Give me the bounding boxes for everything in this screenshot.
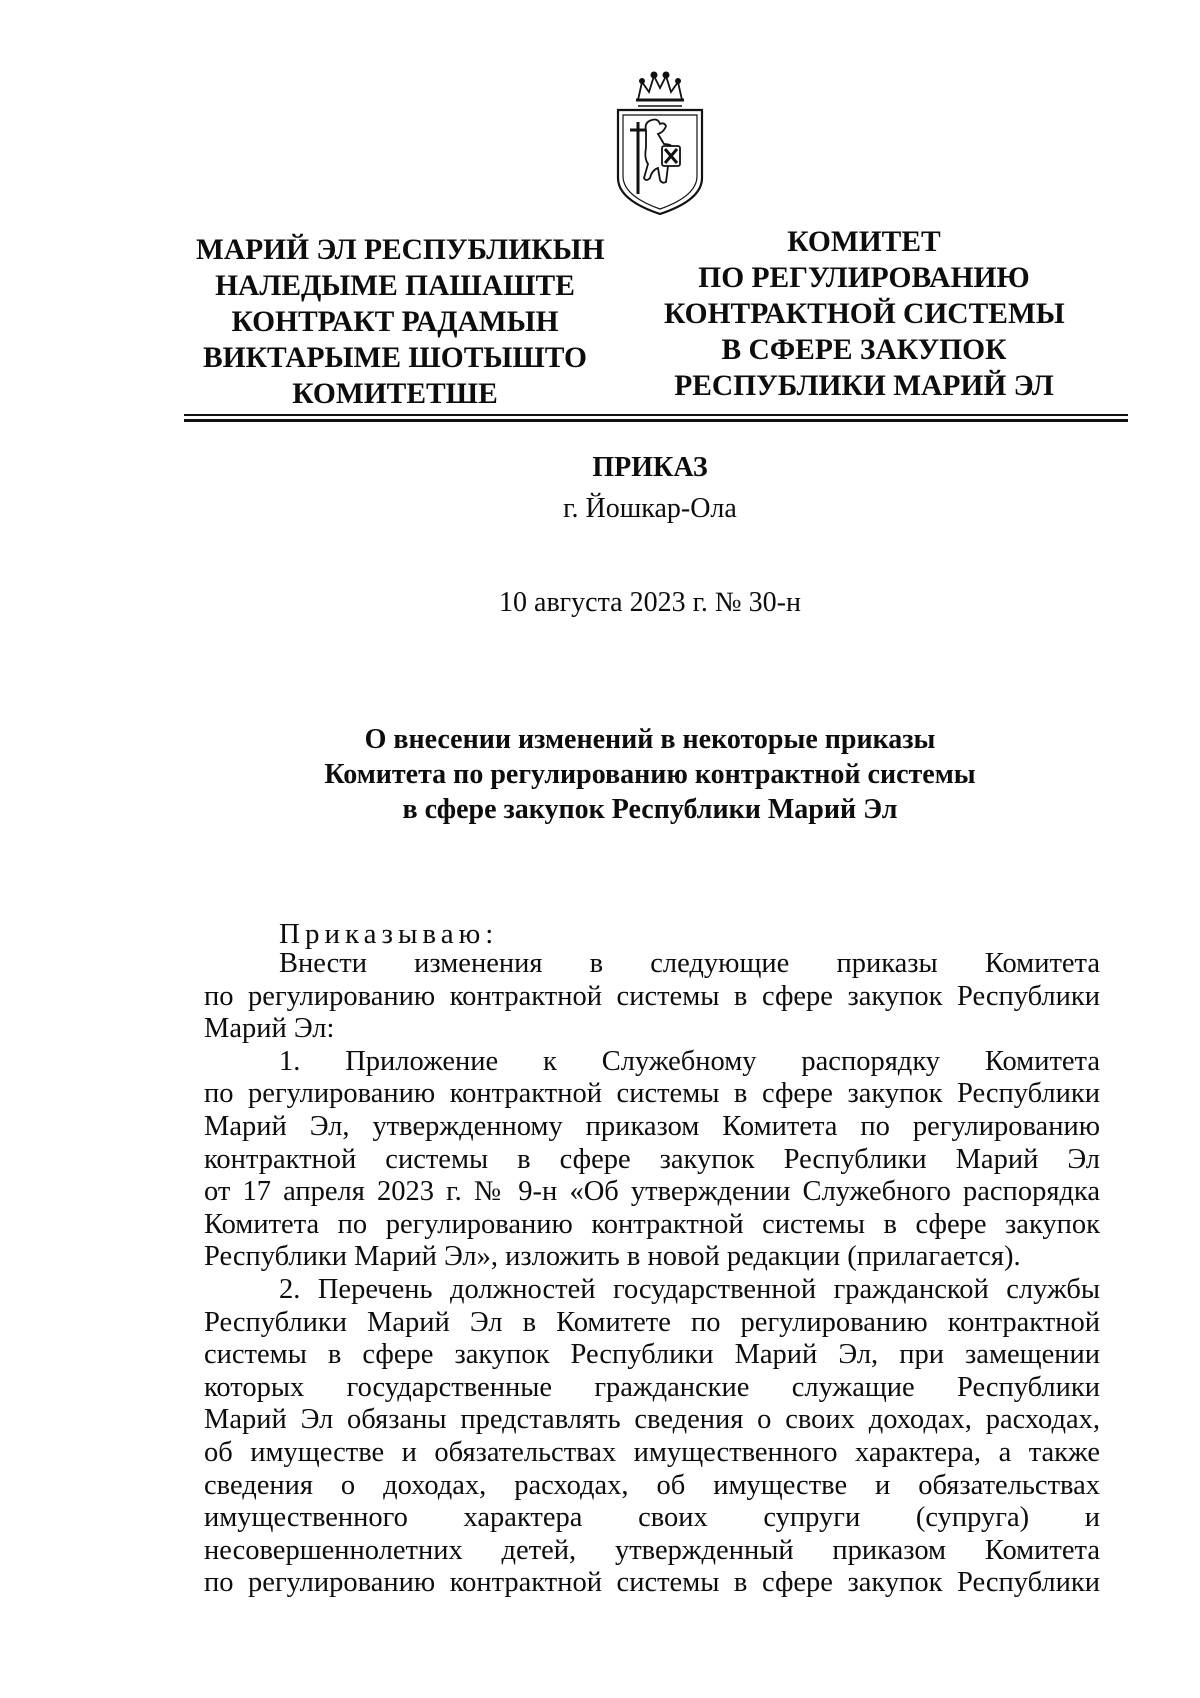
body-line: Республики Марий Эл», изложить в новой редакции (прилагается). — [204, 1241, 1021, 1273]
org-name-russian — [664, 224, 1064, 404]
org-name-line: ВИКТАРЫМЕ ШОТЫШТО — [202, 342, 588, 374]
subject-line: О внесении изменений в некоторые приказы — [364, 724, 936, 755]
body-line: Марий Эл: — [204, 1013, 335, 1045]
org-name-line: РЕСПУБЛИКИ МАРИЙ ЭЛ — [674, 370, 1054, 402]
header-divider-thick — [184, 419, 1128, 422]
org-name-line: КОНТРАКТНОЙ СИСТЕМЫ — [664, 298, 1065, 330]
body-line: Внести изменения в следующие приказы Комитета — [279, 948, 1100, 979]
org-name-line: ПО РЕГУЛИРОВАНИЮ — [698, 262, 1030, 294]
body-line: Республики Марий Эл в Комитете по регулированию контрактной — [204, 1306, 1100, 1338]
body-line: по регулированию контрактной системы в сфере закупок Республики — [204, 1567, 1100, 1599]
header-divider-thin — [184, 414, 1128, 416]
body-line: по регулированию контрактной системы в сфере закупок Республики — [204, 980, 1100, 1012]
org-name-line: В СФЕРЕ ЗАКУПОК — [721, 334, 1007, 366]
body-line: об имуществе и обязательствах имущественного характера, а также — [204, 1436, 1100, 1468]
body-line: 1. Приложение к Служебному распорядку Комитета — [279, 1045, 1100, 1077]
body-line: 2. Перечень должностей государственной гражданской службы — [279, 1273, 1100, 1305]
org-name-line: НАЛЕДЫМЕ ПАШАШТЕ — [215, 270, 575, 302]
document-body — [204, 948, 1100, 1600]
org-name-line: КОМИТЕТШЕ — [292, 378, 498, 410]
document-date-number: 10 августа 2023 г. № 30-н — [499, 587, 801, 618]
body-line: контрактной системы в сфере закупок Республики Марий Эл — [204, 1143, 1100, 1175]
body-line: по регулированию контрактной системы в сфере закупок Республики — [204, 1078, 1100, 1110]
document-title: ПРИКАЗ — [592, 452, 708, 483]
document-city: г. Йошкар-Ола — [563, 493, 737, 524]
body-line: сведения о доходах, расходах, об имуществе и обязательствах — [204, 1469, 1100, 1501]
org-name-mari — [196, 232, 605, 412]
body-line: несовершеннолетних детей, утвержденный приказом Комитета — [204, 1534, 1100, 1566]
org-name-line: КОНТРАКТ РАДАМЫН — [231, 306, 559, 338]
body-line: системы в сфере закупок Республики Марий Эл, при замещении — [204, 1339, 1100, 1371]
subject-line: Комитета по регулированию контрактной системы — [324, 759, 976, 790]
body-line: Марий Эл обязаны представлять сведения о своих доходах, расходах, — [204, 1404, 1100, 1436]
body-line: Марий Эл, утвержденному приказом Комитета по регулированию — [204, 1110, 1100, 1142]
document-subject — [0, 722, 1200, 827]
order-directive: Приказываю: — [279, 918, 499, 950]
body-line: от 17 апреля 2023 г. № 9-н «Об утверждении Служебного распорядка — [204, 1176, 1100, 1208]
org-name-line: КОМИТЕТ — [787, 226, 941, 258]
subject-line: в сфере закупок Республики Марий Эл — [402, 794, 898, 825]
body-line: имущественного характера своих супруги (супруга) и — [204, 1502, 1100, 1534]
org-name-line: МАРИЙ ЭЛ РЕСПУБЛИКЫН — [196, 234, 605, 266]
body-line: которых государственные гражданские служащие Республики — [204, 1371, 1100, 1403]
body-line: Комитета по регулированию контрактной системы в сфере закупок — [204, 1208, 1100, 1240]
coat-of-arms-icon — [612, 70, 708, 216]
